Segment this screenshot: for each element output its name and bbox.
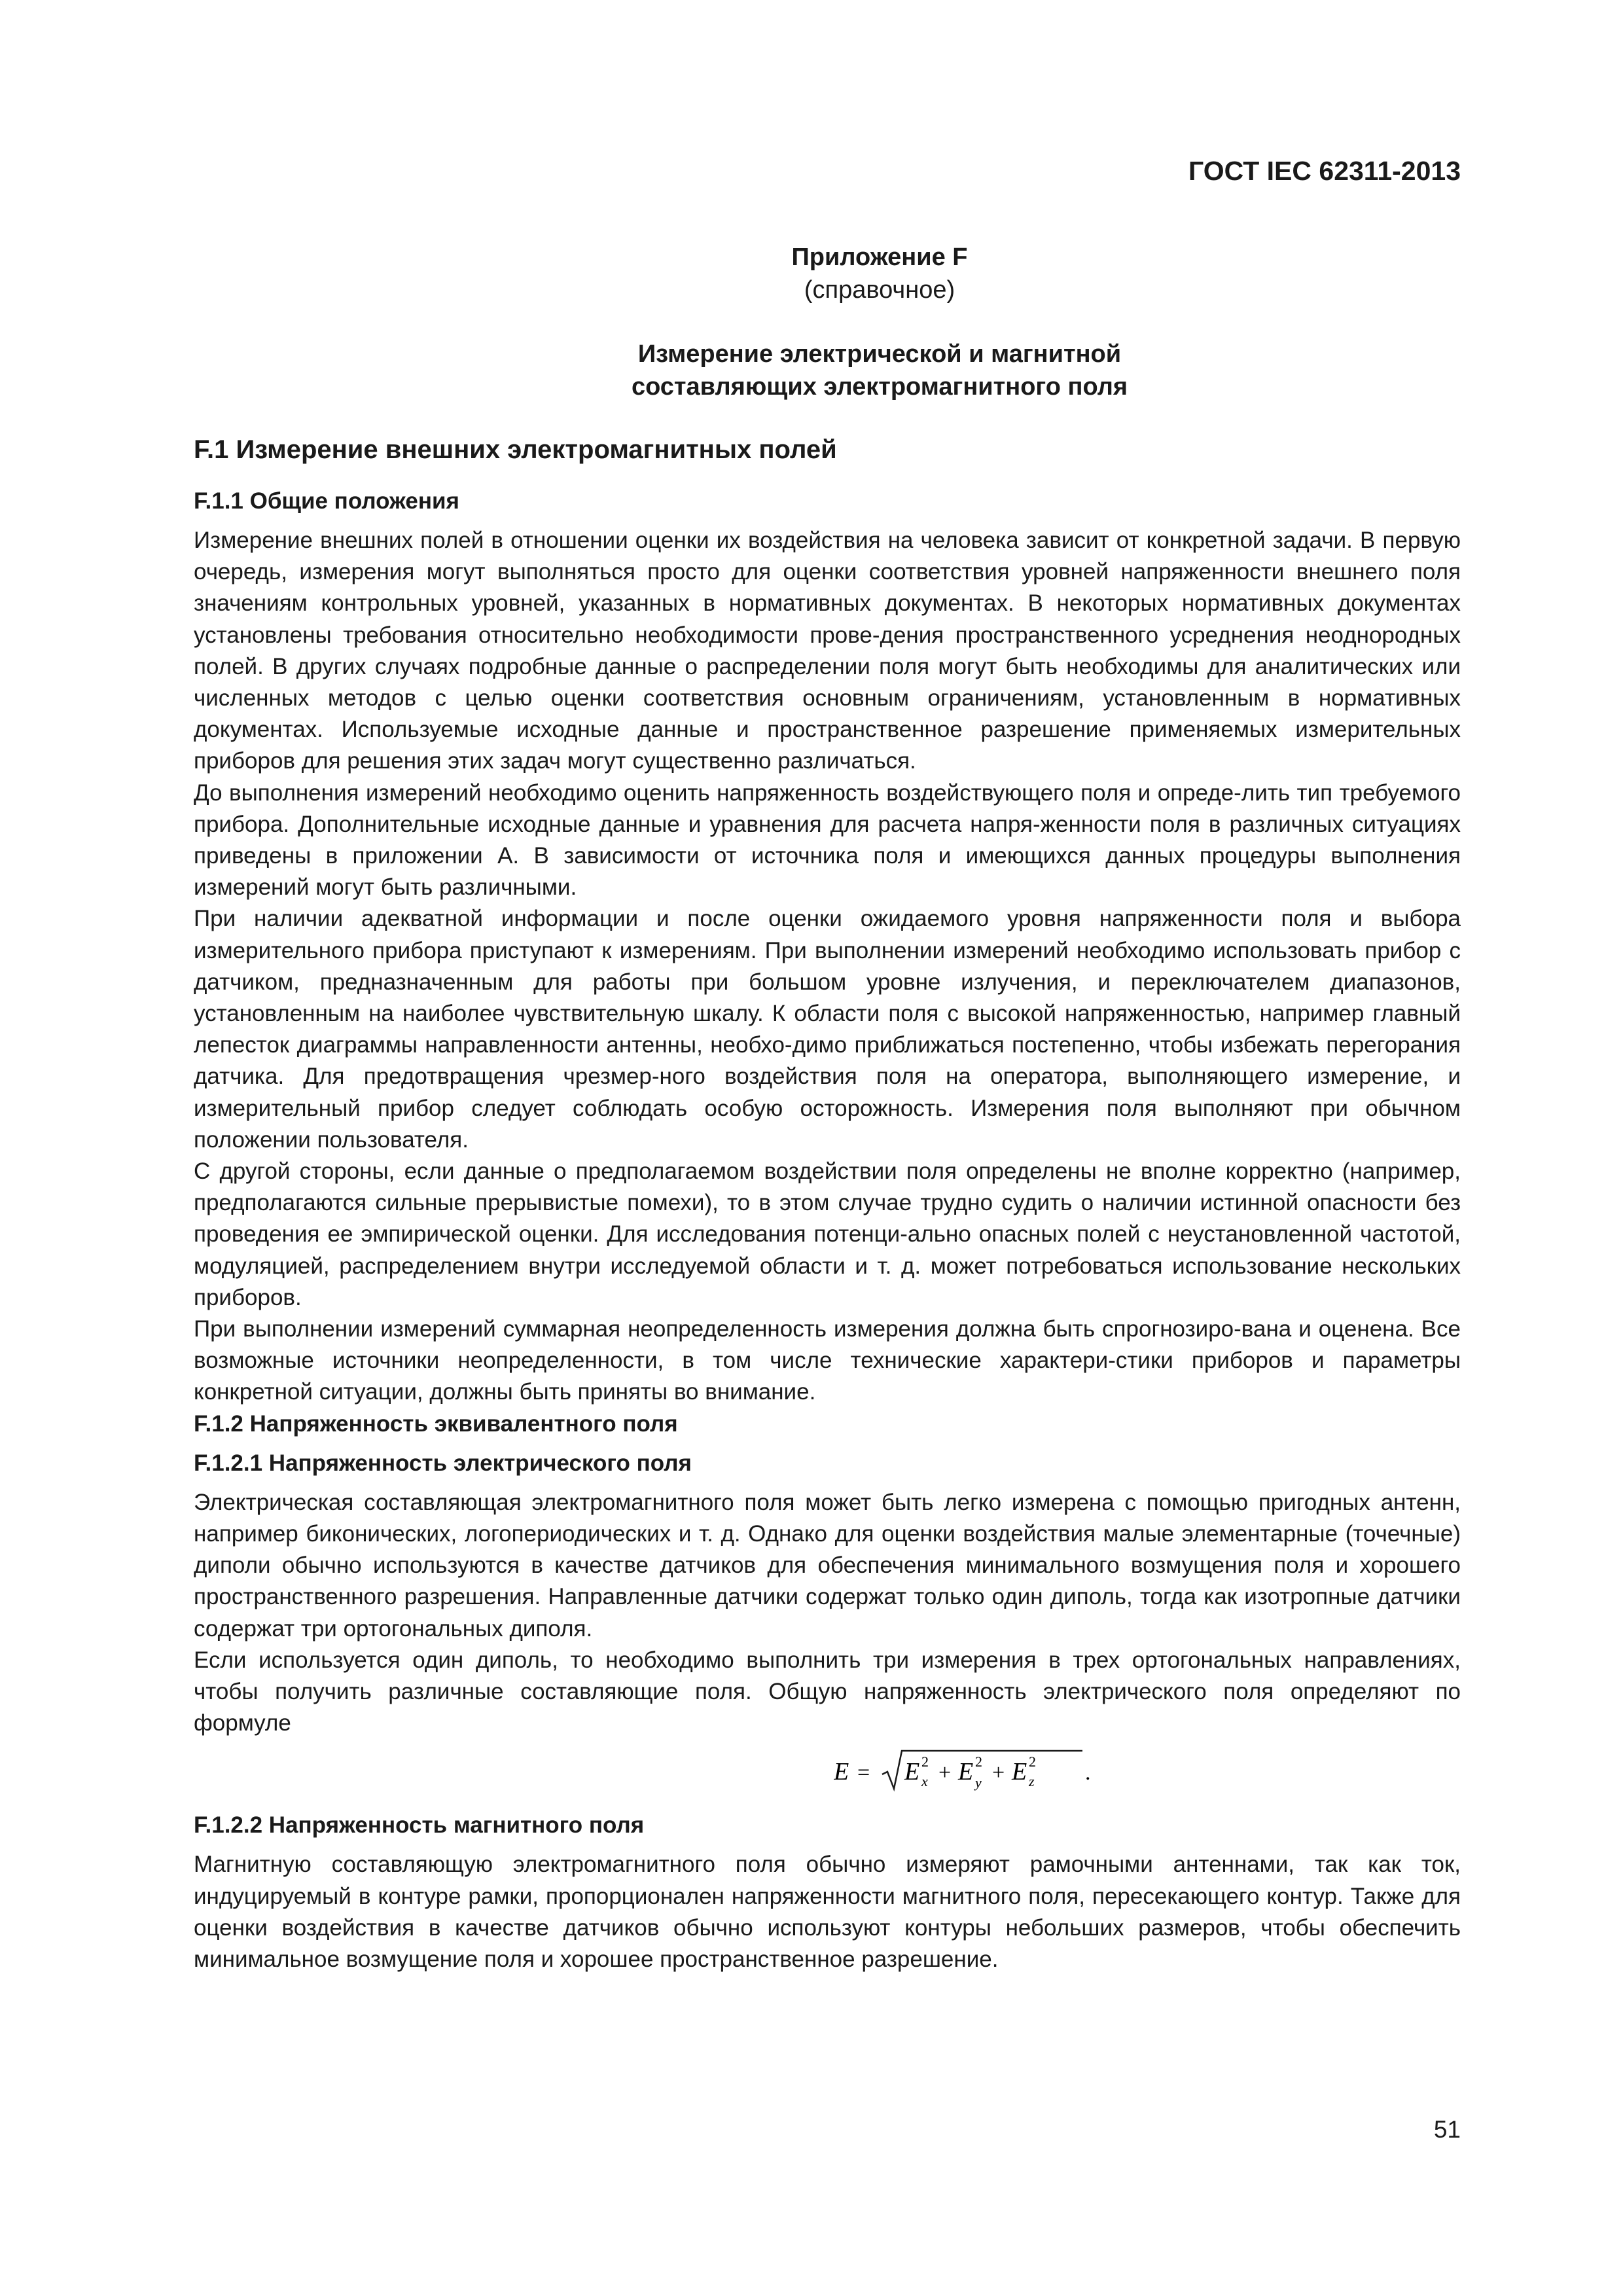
section-f1-2-2-heading: F.1.2.2 Напряженность магнитного поля xyxy=(194,1812,645,1839)
annex-name-line2: составляющих электромагнитного поля xyxy=(631,373,1128,401)
section-f1-1-heading: F.1.1 Общие положения xyxy=(194,488,459,514)
page-number: 51 xyxy=(1433,2116,1461,2143)
annex-type: (справочное) xyxy=(804,276,955,304)
annex-title: Приложение F xyxy=(791,243,968,271)
field-magnitude-formula xyxy=(834,1746,1096,1798)
formula-lhs: E xyxy=(834,1758,849,1786)
formula-plus-1: + xyxy=(938,1761,952,1785)
formula-sq-z: 2 xyxy=(1029,1753,1036,1770)
standard-code: ГОСТ IEC 62311-2013 xyxy=(1188,156,1461,186)
formula-sub-x: x xyxy=(921,1773,928,1790)
annex-name-line1: Измерение электрической и магнитной xyxy=(637,340,1122,368)
formula xyxy=(469,1746,1461,1798)
section-f1-2-heading: F.1.2 Напряженность эквивалентного поля xyxy=(194,1410,678,1437)
paragraph: Магнитную составляющую электромагнитного поля обычно измеряют рамочными антеннами, так как ток, индуцируемый в контуре рамки, пропорционален напряженности магнитного поля, пересекающего контур. Также для оценки воздействия в качестве датчиков обычно используют контуры небольших размеров, чтобы обеспечить минимальное возмущение поля и хорошее пространственное разрешение. xyxy=(194,1852,1461,1972)
paragraph: Если используется один диполь, то необходимо выполнить три измерения в трех ортогональных направлениях, чтобы получить различные составляющие поля. Общую напряженность электрического поля определяют по формуле xyxy=(194,1647,1461,1736)
section-f1-2-1-heading: F.1.2.1 Напряженность электрического поля xyxy=(194,1450,692,1476)
paragraph: С другой стороны, если данные о предполагаемом воздействии поля определены не вполне корректно (например, предполагаются сильные прерывистые помехи), то в этом случае трудно судить о наличии истинной опасности без проведения ее эмпирической оценки. Для исследования потенци-ально опасных полей с неустановленной частотой, модуляцией, распределением внутри исследуемой области и т. д. может потребоваться использование нескольких приборов. xyxy=(194,1158,1461,1310)
formula-plus-2: + xyxy=(992,1761,1005,1785)
annex-name xyxy=(298,338,1461,403)
document-page xyxy=(194,144,1461,1975)
paragraph: До выполнения измерений необходимо оценить напряженность воздействующего поля и опреде-лить тип требуемого прибора. Дополнительные исходные данные и уравнения для расчета напря-женности поля в различных ситуациях приведены в приложении А. В зависимости от источника поля и имеющихся данных процедуры выполнения измерений могут быть различными. xyxy=(194,780,1461,901)
paragraph: Измерение внешних полей в отношении оценки их воздействия на человека зависит от конкретной задачи. В первую очередь, измерения могут выполняться просто для оценки соответствия уровней напряженности внешнего поля значениям контрольных уровней, указанных в нормативных документах. В некоторых нормативных документах установлены требования относительно необходимости прове-дения пространственного усреднения неоднородных полей. В других случаях подробные данные о распределении поля могут быть необходимы для аналитических или численных методов с целью оценки соответствия основным ограничениям, установленным в нормативных документах. Используемые исходные данные и пространственное разрешение применяемых измерительных приборов для решения этих задач могут существенно различаться. xyxy=(194,528,1461,774)
formula-sub-z: z xyxy=(1029,1773,1035,1790)
formula-sub-y: y xyxy=(975,1774,982,1791)
formula-sq-x: 2 xyxy=(921,1753,929,1770)
paragraph: Электрическая составляющая электромагнитного поля может быть легко измерена с помощью пригодных антенн, например биконических, логопериодических и т. д. Однако для оценки воздействия малые элементарные (точечные) диполи обычно используются в качестве датчиков для обеспечения минимального возмущения поля и хорошего пространственного разрешения. Направленные датчики содержат только один диполь, тогда как изотропные датчики содержат три ортогональных диполя. xyxy=(194,1489,1461,1641)
paragraph: При выполнении измерений суммарная неопределенность измерения должна быть спрогнозиро-вана и оценена. Все возможные источники неопределенности, в том числе технические характери-стики приборов и параметры конкретной ситуации, должны быть приняты во внимание. xyxy=(194,1316,1461,1405)
formula-equals: = xyxy=(857,1761,870,1785)
formula-term-z: E xyxy=(1012,1758,1027,1786)
paragraph: При наличии адекватной информации и после оценки ожидаемого уровня напряженности поля и выбора измерительного прибора приступают к измерениям. При выполнении измерений необходимо использовать прибор с датчиком, предназначенным для работы при большом уровне излучения, и переключателем диапазонов, установленным на наиболее чувствительную шкалу. К области поля с высокой напряженностью, например главный лепесток диаграммы направленности антенны, необхо-димо приближаться постепенно, чтобы избежать перегорания датчика. Для предотвращения чрезмер-ного воздействия поля на оператора, выполняющего измерение, и измерительный прибор следует соблюдать особую осторожность. Измерения поля выполняют при обычном положении пользователя. xyxy=(194,906,1461,1153)
formula-term-y: E xyxy=(958,1758,974,1786)
formula-sq-y: 2 xyxy=(975,1753,982,1770)
formula-term-x: E xyxy=(904,1758,920,1786)
formula-period: . xyxy=(1085,1761,1091,1785)
section-f1-heading: F.1 Измерение внешних электромагнитных полей xyxy=(194,435,837,464)
